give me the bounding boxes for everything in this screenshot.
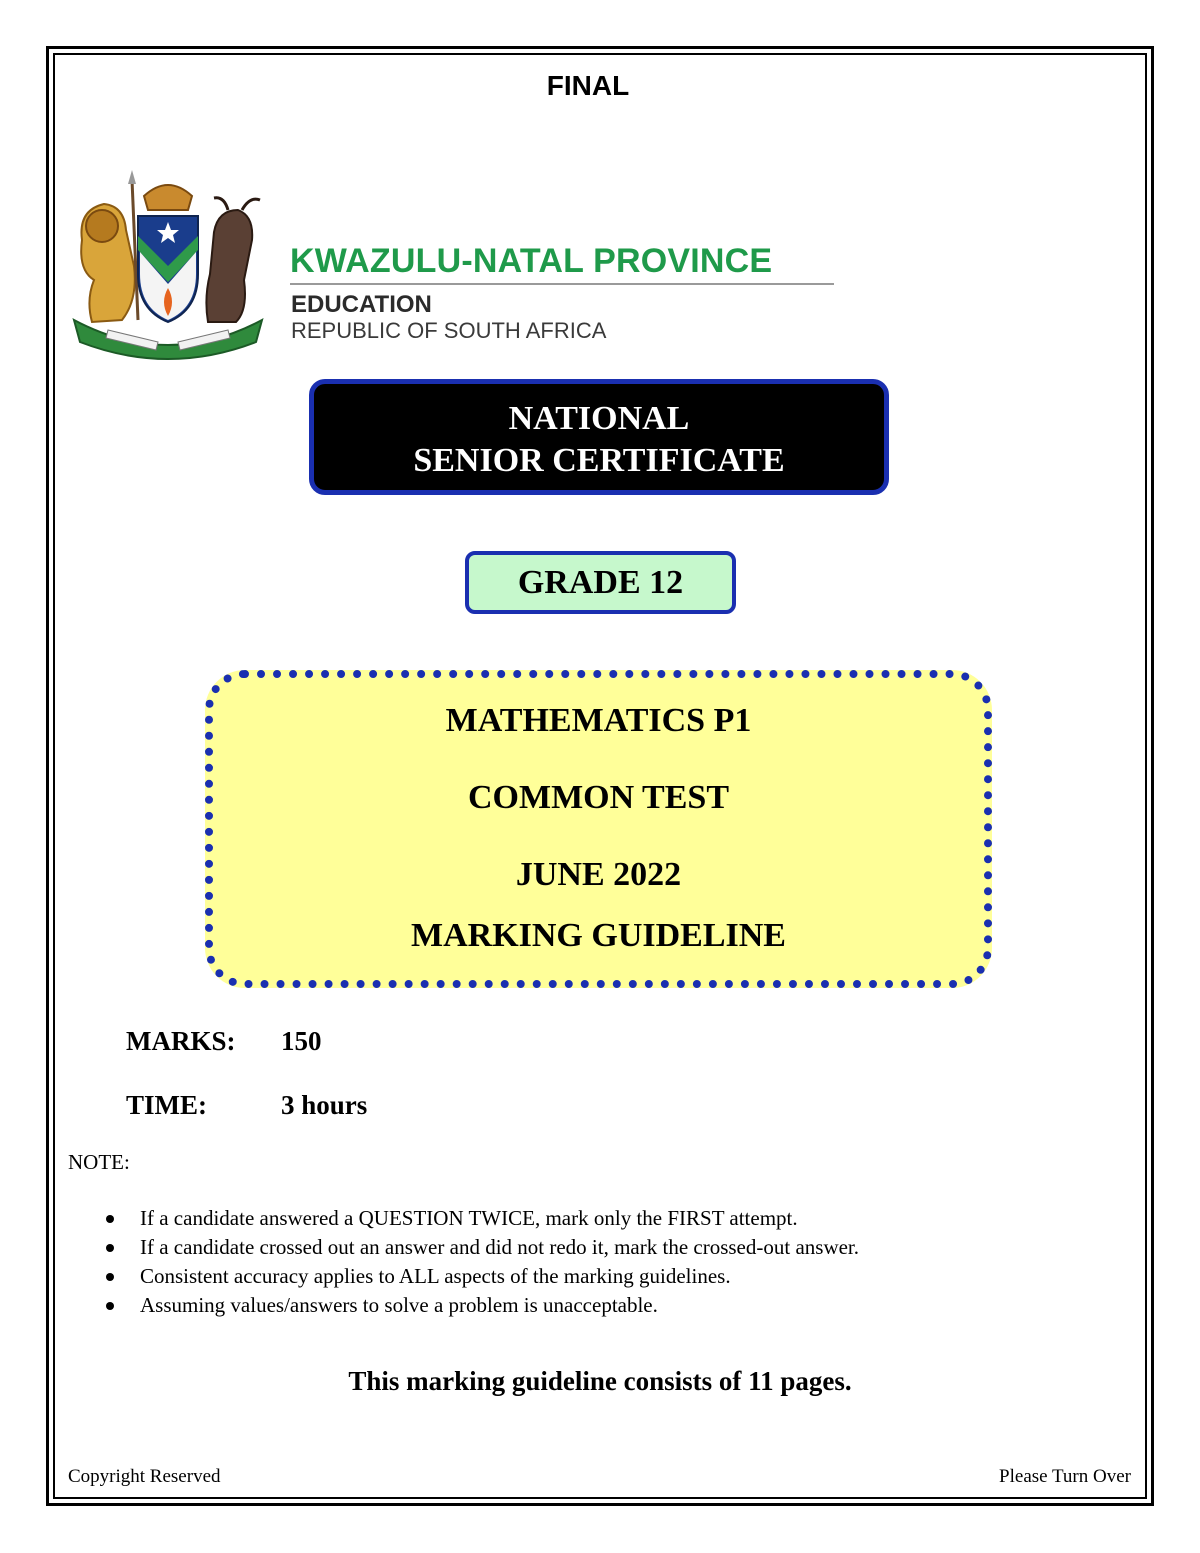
note-heading: NOTE: <box>68 1150 130 1174</box>
note-list <box>104 1204 1004 1320</box>
country-name: REPUBLIC OF SOUTH AFRICA <box>291 318 607 343</box>
list-item <box>104 1204 1004 1233</box>
marks-label: MARKS: <box>126 1026 236 1056</box>
bullet-icon <box>106 1215 114 1223</box>
province-title-rule <box>290 283 834 285</box>
list-item <box>104 1233 1004 1262</box>
subject-title: MATHEMATICS P1 <box>445 702 752 739</box>
subject-doc-type: MARKING GUIDELINE <box>411 917 786 954</box>
page-count-statement: This marking guideline consists of 11 pages. <box>348 1366 852 1396</box>
certificate-line-2: SENIOR CERTIFICATE <box>413 442 785 479</box>
subject-date: JUNE 2022 <box>515 856 682 893</box>
final-status-label: FINAL <box>546 70 630 101</box>
bullet-icon <box>106 1302 114 1310</box>
bullet-icon <box>106 1273 114 1281</box>
bullet-icon <box>106 1244 114 1252</box>
note-item-text: If a candidate crossed out an answer and did not redo it, mark the crossed-out answer. <box>140 1235 860 1259</box>
kzn-coat-of-arms-icon <box>68 170 268 366</box>
list-item <box>104 1262 1004 1291</box>
time-label: TIME: <box>126 1090 207 1120</box>
list-item <box>104 1291 1004 1320</box>
time-value: 3 hours <box>281 1090 368 1120</box>
province-title: KWAZULU-NATAL PROVINCE <box>290 242 773 280</box>
note-item-text: Assuming values/answers to solve a problem is unacceptable. <box>140 1293 658 1317</box>
certificate-banner <box>309 379 889 495</box>
note-item-text: Consistent accuracy applies to ALL aspects of the marking guidelines. <box>140 1264 731 1288</box>
footer-copyright: Copyright Reserved <box>68 1466 221 1487</box>
certificate-line-1: NATIONAL <box>508 400 690 437</box>
marks-value: 150 <box>281 1026 322 1056</box>
subject-test: COMMON TEST <box>467 779 729 816</box>
grade-badge: GRADE 12 <box>465 551 736 614</box>
department-name: EDUCATION <box>291 291 432 318</box>
note-item-text: If a candidate answered a QUESTION TWICE, mark only the FIRST attempt. <box>140 1206 798 1230</box>
footer-turn-over: Please Turn Over <box>999 1466 1131 1487</box>
